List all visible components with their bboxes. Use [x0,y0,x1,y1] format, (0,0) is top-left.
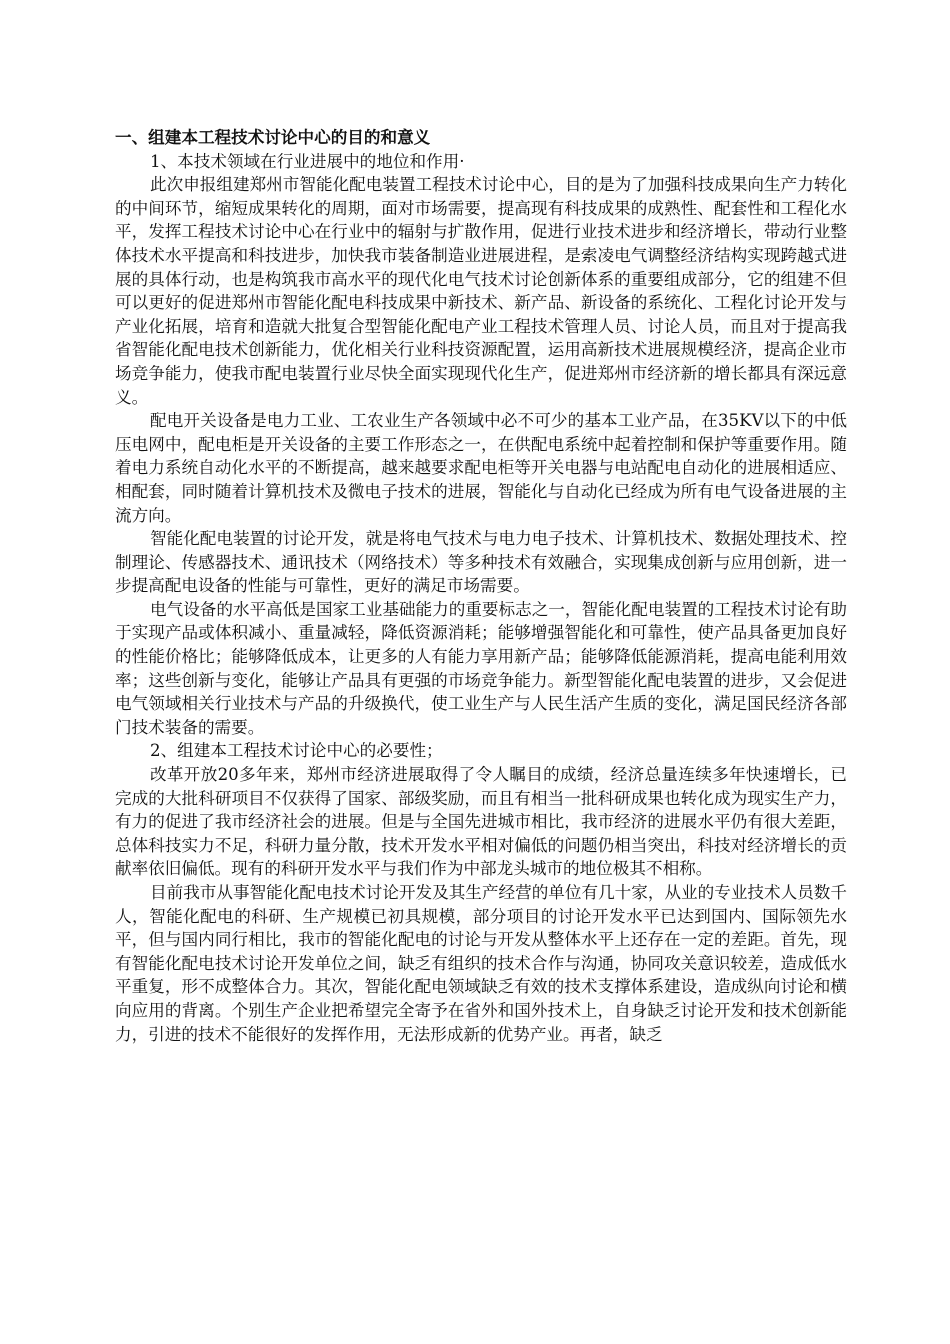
subsection-1-title: 1、本技术领域在行业进展中的地位和作用· [150,151,465,171]
paragraph: 电气设备的水平高低是国家工业基础能力的重要标志之一，智能化配电装置的工程技术讨论有助于实现产品或体积减小、重量减轻，降低资源消耗；能够增强智能化和可靠性，使产品具备更加良好的性能价格比；能够降低成本，让更多的人有能力享用新产品；能够降低能源消耗，提高电能利用效率；这些创新与变化，能够让产品具有更强的市场竞争能力。新型智能化配电装置的进步，又会促进电气领域相关行业技术与产品的升级换代，使工业生产与人民生活产生质的变化，满足国民经济各部门技术装备的需要。 [115,599,847,737]
paragraph: 目前我市从事智能化配电技术讨论开发及其生产经营的单位有几十家，从业的专业技术人员数千人，智能化配电的科研、生产规模已初具规模，部分项目的讨论开发水平已达到国内、国际领先水平，但与国内同行相比，我市的智能化配电的讨论与开发从整体水平上还存在一定的差距。首先，现有智能化配电技术讨论开发单位之间，缺乏有组织的技术合作与沟通，协同攻关意识较差，造成低水平重复，形不成整体合力。其次，智能化配电领域缺乏有效的技术支撑体系建设，造成纵向讨论和横向应用的背离。个别生产企业把希望完全寄予在省外和国外技术上，自身缺乏讨论开发和技术创新能力，引进的技术不能很好的发挥作用，无法形成新的优势产业。再者，缺乏 [115,883,847,1044]
paragraph: 改革开放20多年来，郑州市经济进展取得了令人瞩目的成绩，经济总量连续多年快速增长，已完成的大批科研项目不仅获得了国家、部级奖励，而且有相当一批科研成果也转化成为现实生产力，有力的促进了我市经济社会的进展。但是与全国先进城市相比，我市经济的进展水平仍有很大差距，总体科技实力不足，科研力量分散，技术开发水平相对偏低的问题仍相当突出，科技对经济增长的贡献率依旧偏低。现有的科研开发水平与我们作为中部龙头城市的地位极其不相称。 [115,765,847,879]
paragraph: 智能化配电装置的讨论开发，就是将电气技术与电力电子技术、计算机技术、数据处理技术、控制理论、传感器技术、通讯技术（网络技术）等多种技术有效融合，实现集成创新与应用创新，进一步提高配电设备的性能与可靠性，更好的满足市场需要。 [115,529,847,596]
paragraph: 配电开关设备是电力工业、工农业生产各领域中必不可少的基本工业产品，在35KV以下的中低压电网中，配电柜是开关设备的主要工作形态之一，在供配电系统中起着控制和保护等重要作用。随着电力系统自动化水平的不断提高，越来越要求配电柜等开关电器与电站配电自动化的进展相适应、相配套，同时随着计算机技术及微电子技术的进展，智能化与自动化已经成为所有电气设备进展的主流方向。 [115,411,847,525]
section-title: 一、组建本工程技术讨论中心的目的和意义 [115,127,431,147]
document-page [115,126,847,1046]
paragraph: 此次申报组建郑州市智能化配电装置工程技术讨论中心，目的是为了加强科技成果向生产力转化的中间环节，缩短成果转化的周期，面对市场需要，提高现有科技成果的成熟性、配套性和工程化水平，发挥工程技术讨论中心在行业中的辐射与扩散作用，促进行业技术进步和经济增长，带动行业整体技术水平提高和科技进步，加快我市装备制造业进展进程，是索凌电气调整经济结构实现跨越式进展的具体行动，也是构筑我市高水平的现代化电气技术讨论创新体系的重要组成部分，它的组建不但可以更好的促进郑州市智能化配电科技成果中新技术、新产品、新设备的系统化、工程化讨论开发与产业化拓展，培育和造就大批复合型智能化配电产业工程技术管理人员、讨论人员，而且对于提高我省智能化配电技术创新能力，优化相关行业科技资源配置，运用高新技术进展规模经济，提高企业市场竞争能力，使我市配电装置行业尽快全面实现现代化生产，促进郑州市经济新的增长都具有深远意义。 [115,175,847,407]
subsection-2-title: 2、组建本工程技术讨论中心的必要性； [150,741,443,761]
